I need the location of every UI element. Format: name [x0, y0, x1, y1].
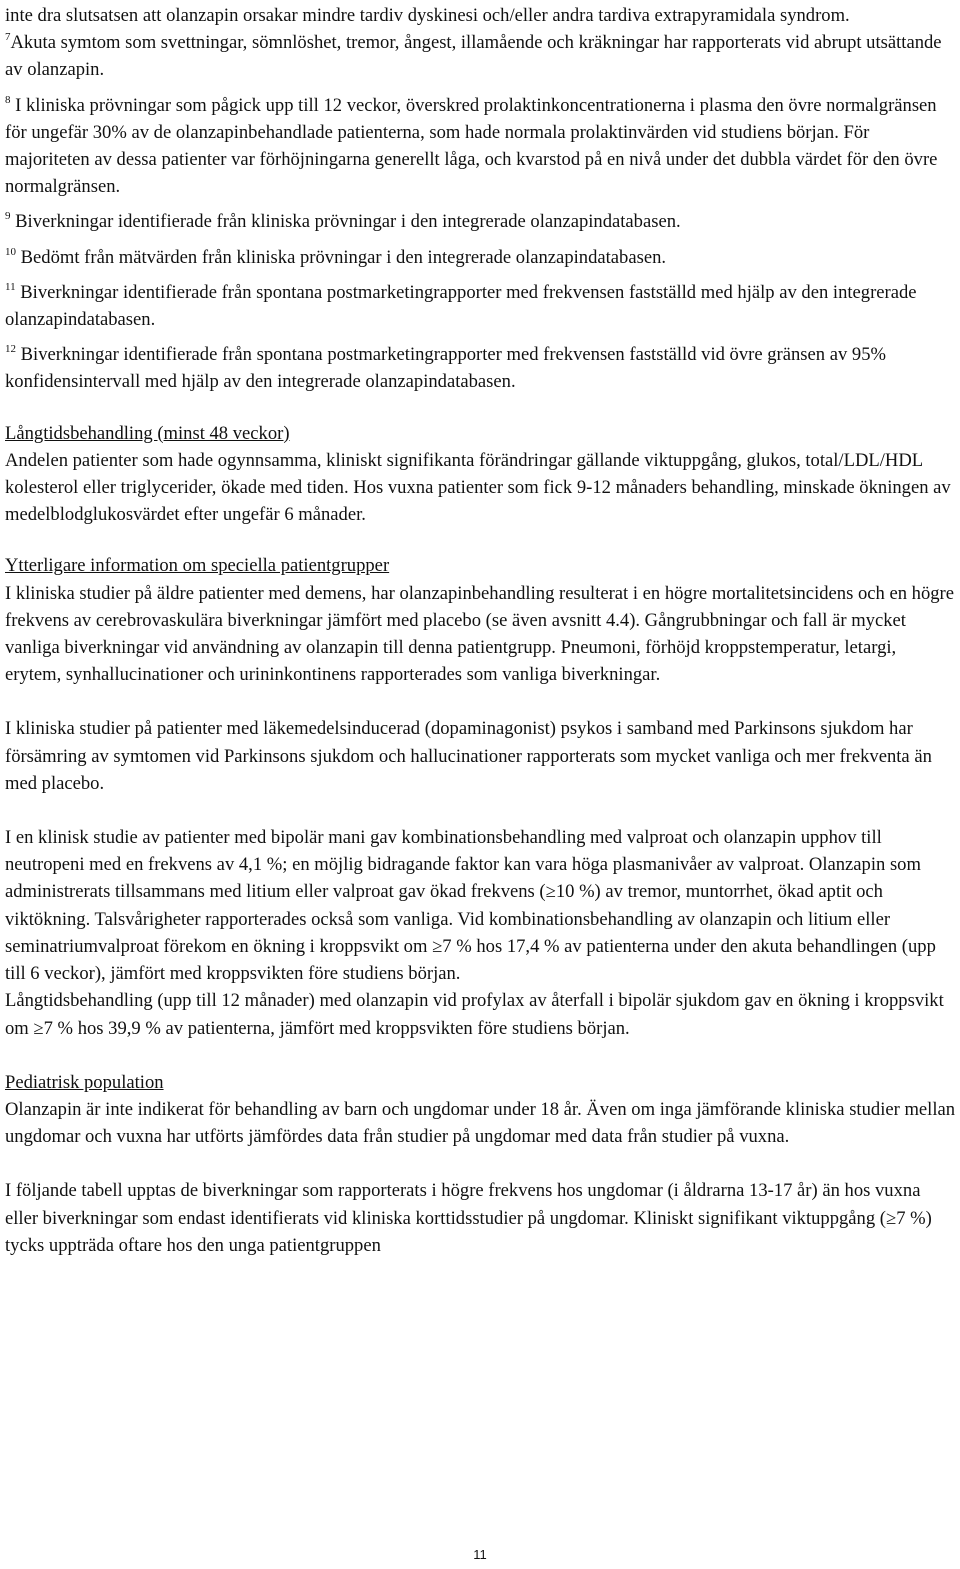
footnote-11 — [5, 279, 957, 333]
special-groups-paragraph-1: I kliniska studier på äldre patienter med demens, har olanzapinbehandling resulterat i en högre mortalitetsincidens och en högre frekvens av cerebrovaskulära biverkningar jämfört med placebo (se även avsnitt 4.4). Gångrubbningar och fall är mycket vanliga biverkningar vid användning av olanzapin till denna patientgrupp. Pneumoni, förhöjd kroppstemperatur, letargi, erytem, synhallucinationer och urininkontinens rapporterades som vanliga biverkningar. — [5, 582, 954, 686]
pediatric-paragraph-1: Olanzapin är inte indikerat för behandling av barn och ungdomar under 18 år. Även om inga jämförande kliniska studier mellan ungdomar och vuxna har utförts jämfördes data från studier på ungdomar med data från studier på vuxna. — [5, 1098, 956, 1148]
footnote-number: 12 — [5, 343, 16, 356]
footnote-text: Biverkningar identifierade från spontana postmarketingrapporter med frekvensen fastställd vid övre gränsen av 95% konfidensintervall med hjälp av den integrerade olanzapindatabasen. — [5, 344, 887, 393]
long-term-heading: Långtidsbehandling (minst 48 veckor) — [5, 422, 290, 444]
footnote-number: 7 — [5, 31, 11, 44]
document-page — [5, 2, 957, 1259]
footnote-text: Akuta symtom som svettningar, sömnlöshet, tremor, ångest, illamående och kräkningar har rapporterats vid abrupt utsättande av olanzapin. — [5, 32, 942, 81]
footnote-number: 10 — [5, 245, 16, 258]
footnote-8 — [5, 92, 957, 201]
footnote-text: Biverkningar identifierade från spontana postmarketingrapporter med frekvensen fastställd med hjälp av den integrerade olanzapindatabasen. — [5, 281, 917, 331]
long-term-body: Andelen patienter som hade ogynnsamma, kliniskt signifikanta förändringar gällande viktuppgång, glukos, total/LDL/HDL kolesterol eller triglycerider, ökade med tiden. Hos vuxna patienter som fick 9-12 månaders behandling, minskade ökningen av medelblodglukosvärdet efter ungefär 6 månader. — [5, 449, 951, 526]
footnote-text: Bedömt från mätvärden från kliniska prövningar i den integrerade olanzapindatabasen. — [20, 246, 667, 268]
pediatric-heading: Pediatrisk population — [5, 1071, 164, 1093]
footnote-10 — [5, 244, 957, 271]
carry-over-paragraph: inte dra slutsatsen att olanzapin orsakar mindre tardiv dyskinesi och/eller andra tardiva extrapyramidala syndrom. — [5, 5, 850, 26]
footnote-text: Biverkningar identifierade från kliniska prövningar i den integrerade olanzapindatabasen. — [15, 211, 681, 233]
special-groups-paragraph-3: I en klinisk studie av patienter med bipolär mani gav kombinationsbehandling med valproat och olanzapin upphov till neutropeni med en frekvens av 4,1 %; en möjlig bidragande faktor kan vara höga plasmanivåer av valproat. Olanzapin som administrerats tillsammans med litium eller valproat gav ökad frekvens (≥10 %) av tremor, muntorrhet, ökad aptit och viktökning. Talsvårigheter rapporterades också som vanliga. Vid kombinationsbehandling av olanzapin och litium eller seminatriumvalproat förekom en ökning i kroppsvikt om ≥7 % hos 17,4 % av patienterna under den akuta behandlingen (upp till 6 veckor), jämfört med kroppsvikten före studiens början. — [5, 827, 936, 985]
footnote-7 — [5, 29, 957, 83]
footnote-12 — [5, 341, 957, 395]
footnote-number: 9 — [5, 210, 11, 223]
footnote-text: I kliniska prövningar som pågick upp till 12 veckor, överskred prolaktinkoncentrationerna i plasma den övre normalgränsen för ungefär 30% av de olanzapinbehandlade patienterna, som hade normala prolaktinvärden vid studiens början. För majoriteten av dessa patienter var förhöjningarna generellt låga, och kvarstod på en nivå under det dubbla värdet för den övre normalgränsen. — [5, 94, 938, 198]
footnote-9 — [5, 208, 957, 235]
special-groups-paragraph-4: Långtidsbehandling (upp till 12 månader) med olanzapin vid profylax av återfall i bipolär sjukdom gav en ökning i kroppsvikt om ≥7 % hos 39,9 % av patienterna, jämfört med kroppsvikten före studiens början. — [5, 990, 944, 1039]
footnote-number: 11 — [5, 280, 16, 293]
pediatric-paragraph-2: I följande tabell upptas de biverkningar som rapporterats i högre frekvens hos ungdomar (i åldrarna 13-17 år) än hos vuxna eller biverkningar som endast identifierats vid kliniska korttidsstudier på ungdomar. Kliniskt signifikant viktuppgång (≥7 %) tycks uppträda oftare hos den unga patientgruppen — [5, 1180, 932, 1256]
special-groups-paragraph-2: I kliniska studier på patienter med läkemedelsinducerad (dopaminagonist) psykos i samband med Parkinsons sjukdom har försämring av symtomen vid Parkinsons sjukdom och hallucinationer rapporterats som mycket vanliga och mer frekventa än med placebo. — [5, 718, 932, 794]
footnote-number: 8 — [5, 93, 11, 106]
special-groups-heading: Ytterligare information om speciella patientgrupper — [5, 555, 390, 577]
page-number: 11 — [473, 1547, 487, 1562]
